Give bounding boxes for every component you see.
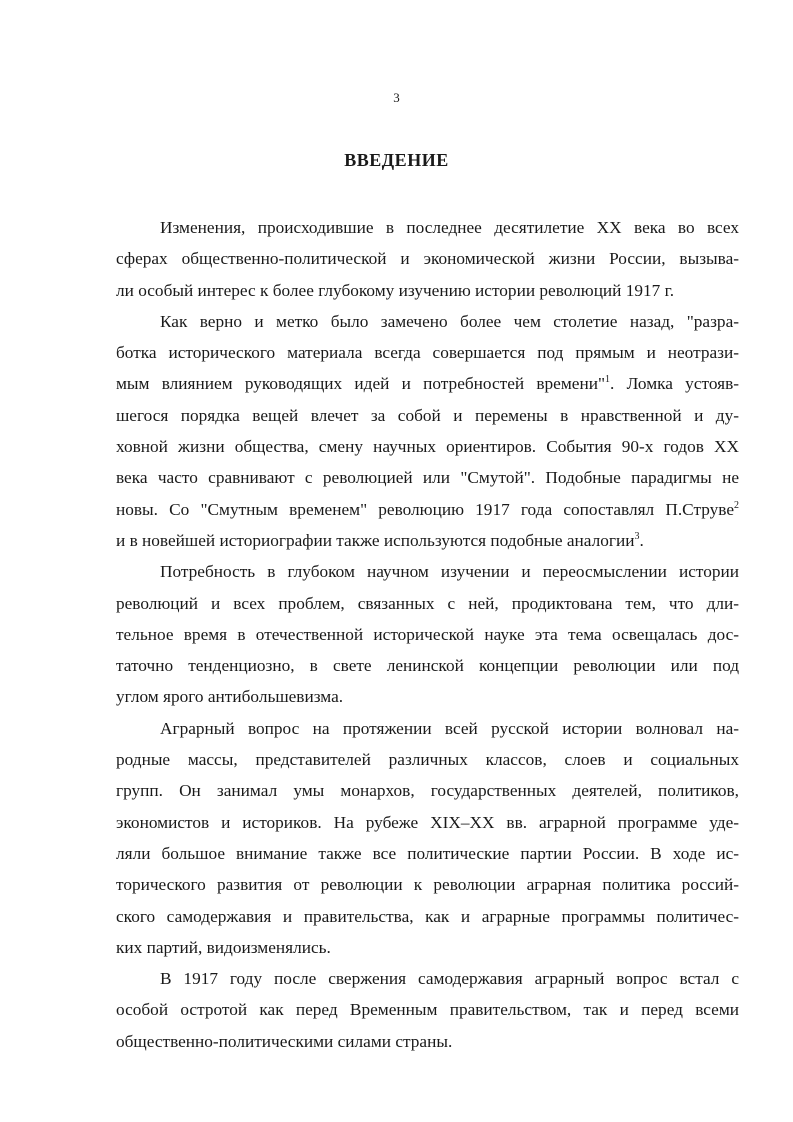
- text-line: мым влиянием руководящих идей и потребностей времени"$^1$. Ломка устояв-: [116, 374, 739, 394]
- text-line: В 1917 году после свержения самодержавия аграрный вопрос встал с: [160, 969, 739, 989]
- text-line: ляли большое внимание также все политические партии России. В ходе ис-: [116, 843, 739, 863]
- text-line: ли особый интерес к более глубокому изучению истории революций 1917 г.: [116, 280, 675, 300]
- text-line: ского самодержавия и правительства, как и аграрные программы политичес-: [116, 906, 739, 926]
- text-line: ких партий, видоизменялись.: [116, 937, 331, 957]
- footnote-ref[interactable]: 1: [605, 374, 611, 386]
- footnote-ref[interactable]: 3: [634, 530, 640, 542]
- text-line: века часто сравнивают с революцией или "Смутой". Подобные парадигмы не: [116, 468, 739, 488]
- text-line: торического развития от революции к революции аграрная политика россий-: [116, 875, 739, 895]
- footnote-ref[interactable]: 2: [734, 499, 739, 511]
- text-line: родные массы, представителей различных классов, слоев и социальных: [116, 750, 739, 770]
- text-line: экономистов и историков. На рубеже XIX–XX вв. аграрной программе уде-: [116, 812, 739, 832]
- text-line: особой остротой как перед Временным правительством, так и перед всеми: [116, 1000, 739, 1020]
- text-line: и в новейшей историографии также используются подобные аналогии$^3$.: [116, 530, 644, 550]
- text-line: Изменения, происходившие в последнее десятилетие XX века во всех: [160, 218, 739, 237]
- text-line: новы. Со "Смутным временем" революцию 1917 года сопоставлял П.Струве$^2$: [116, 499, 739, 519]
- text-line: ховной жизни общества, смену научных ориентиров. События 90-х годов XX: [116, 437, 739, 457]
- text-line: Аграрный вопрос на протяжении всей русской истории волновал на-: [160, 718, 739, 738]
- text-line: сферах общественно-политической и экономической жизни России, вызыва-: [116, 249, 739, 269]
- page-number: 3: [393, 90, 400, 105]
- text-line: революций и всех проблем, связанных с ней, продиктована тем, что дли-: [116, 593, 739, 613]
- page-title: ВВЕДЕНИЕ: [344, 150, 449, 170]
- body-text: [116, 212, 739, 1057]
- text-line: ботка исторического материала всегда совершается под прямым и неотрази-: [116, 343, 739, 363]
- text-line: таточно тенденциозно, в свете ленинской концепции революции или под: [116, 656, 739, 676]
- text-line: тельное время в отечественной исторической науке эта тема освещалась дос-: [116, 624, 739, 644]
- text-line: групп. Он занимал умы монархов, государственных деятелей, политиков,: [116, 781, 739, 801]
- text-line: углом ярого антибольшевизма.: [116, 687, 344, 707]
- text-line: Потребность в глубоком научном изучении и переосмыслении истории: [160, 562, 739, 582]
- text-line: общественно-политическими силами страны.: [116, 1031, 453, 1051]
- text-line: шегося порядка вещей влечет за собой и перемены в нравственной и ду-: [116, 405, 739, 425]
- text-line: Как верно и метко было замечено более чем столетие назад, "разра-: [160, 311, 739, 331]
